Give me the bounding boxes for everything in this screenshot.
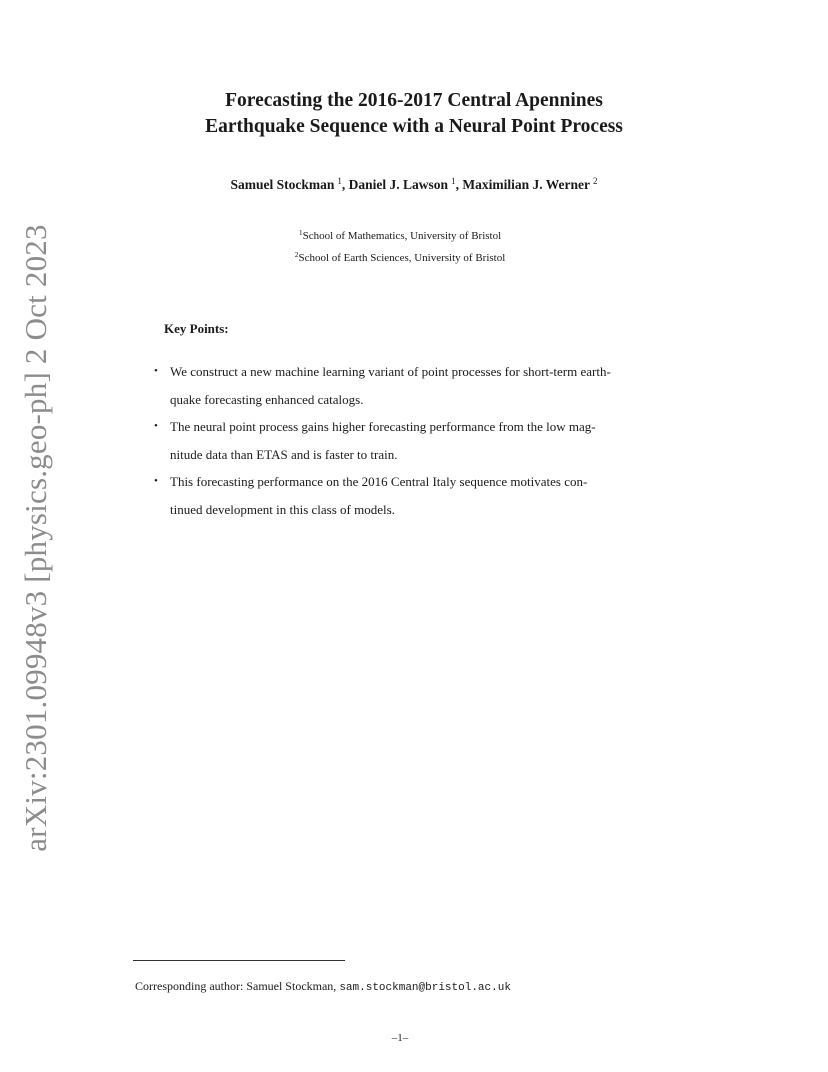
affiliation-mark: 2 <box>294 250 299 259</box>
author-list <box>0 176 828 193</box>
key-point-line: quake forecasting enhanced catalogs. <box>170 391 364 407</box>
key-points-heading: Key Points: <box>164 321 229 336</box>
bullet-icon: • <box>154 365 158 377</box>
title-line-1: Forecasting the 2016-2017 Central Apennines <box>225 90 603 111</box>
paper-title <box>0 88 828 140</box>
author-affil-mark: 2 <box>592 176 598 186</box>
author-affil-mark: 1 <box>451 176 456 186</box>
footnote-divider <box>133 960 345 961</box>
author-name: Daniel J. Lawson <box>348 177 449 192</box>
key-point-item <box>154 358 684 413</box>
key-point-item <box>154 413 684 468</box>
key-points-list <box>154 358 684 523</box>
key-point-item <box>154 468 684 523</box>
author-name: Samuel Stockman <box>230 177 335 192</box>
arxiv-identifier-stamp: arXiv:2301.09948v3 [physics.geo-ph] 2 Oct 2023 <box>18 224 53 852</box>
page-number: –1– <box>391 1032 409 1044</box>
bullet-icon: • <box>154 475 158 487</box>
key-point-line: The neural point process gains higher forecasting performance from the low mag- <box>170 419 596 434</box>
author-affil-mark: 1 <box>337 176 342 186</box>
key-point-line: We construct a new machine learning variant of point processes for short-term earth- <box>170 364 611 379</box>
affiliation-text: School of Earth Sciences, University of Bristol <box>298 252 506 264</box>
author-separator: , <box>455 177 463 192</box>
affiliation-text: School of Mathematics, University of Bristol <box>302 230 502 242</box>
author-email-link[interactable]: sam.stockman@bristol.ac.uk <box>339 982 511 994</box>
affiliation-mark: 1 <box>298 228 303 237</box>
footnote-text: Corresponding author: Samuel Stockman, <box>135 979 340 993</box>
corresponding-author-footnote <box>135 979 511 994</box>
author-separator: , <box>341 177 349 192</box>
bullet-icon: • <box>154 420 158 432</box>
key-point-line: tinued development in this class of models. <box>170 501 395 517</box>
key-point-line: nitude data than ETAS and is faster to train. <box>170 446 398 462</box>
affiliation-1 <box>0 228 800 242</box>
key-point-line: This forecasting performance on the 2016 Central Italy sequence motivates con- <box>170 474 588 489</box>
title-line-2: Earthquake Sequence with a Neural Point Process <box>205 116 623 137</box>
author-name: Maximilian J. Werner <box>462 177 590 192</box>
affiliation-2 <box>0 250 800 264</box>
